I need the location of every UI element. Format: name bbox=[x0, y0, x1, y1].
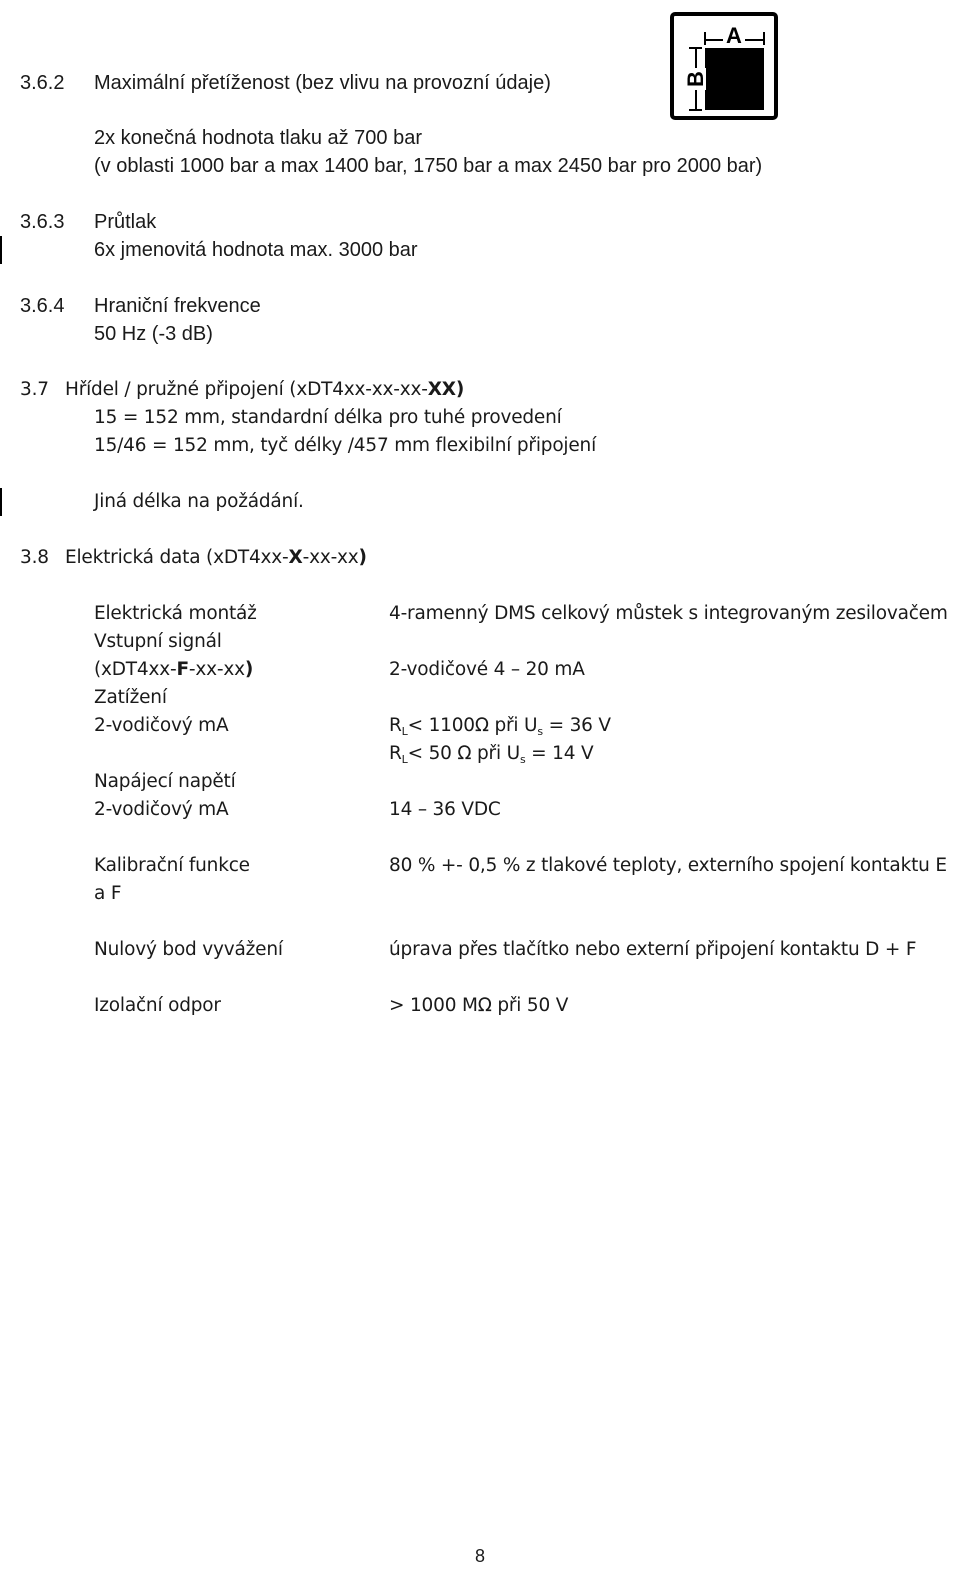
param-label: 2-vodičový mA bbox=[94, 715, 229, 736]
param-value: $R_L< 50$ Ω při $U_s = 14$ V bbox=[389, 743, 594, 766]
section-number: 3.6.3 bbox=[20, 211, 65, 233]
param-label: (xDT4xx-F-xx-xx) bbox=[94, 659, 254, 680]
section-title: Maximální přetíženost (bez vlivu na provozní údaje) bbox=[94, 72, 551, 94]
section-number: 3.6.4 bbox=[20, 295, 65, 317]
text-line: (v oblasti 1000 bar a max 1400 bar, 1750 bar a max 2450 bar pro 2000 bar) bbox=[94, 155, 763, 177]
param-label: Kalibrační funkce bbox=[94, 855, 250, 876]
param-value: $R_L< 1100\Omega$ při $U_s = 36$ V bbox=[389, 715, 611, 738]
text-line: 15/46 = 152 mm, tyč délky /457 mm flexibilní připojení bbox=[94, 435, 597, 456]
page-number: 8 bbox=[474, 1546, 485, 1566]
section-number: 3.8 bbox=[20, 547, 49, 568]
section-title: Hřídel / pružné připojení (xDT4xx-xx-xx-XX) bbox=[65, 379, 465, 400]
param-label: a F bbox=[94, 883, 122, 904]
section-title: Průtlak bbox=[94, 211, 157, 233]
param-value: 14 – 36 VDC bbox=[389, 799, 501, 820]
text-line: 15 = 152 mm, standardní délka pro tuhé provedení bbox=[94, 407, 562, 428]
change-bar bbox=[0, 488, 2, 516]
text-line: 50 Hz (-3 dB) bbox=[94, 323, 213, 345]
param-value: úprava přes tlačítko nebo externí připojení kontaktu D + F bbox=[389, 939, 917, 960]
param-label: Elektrická montáž bbox=[94, 603, 257, 624]
section-number: 3.7 bbox=[20, 379, 49, 400]
param-label: Zatížení bbox=[94, 687, 167, 708]
text-line: 2x konečná hodnota tlaku až 700 bar bbox=[94, 127, 423, 149]
text-line: 6x jmenovitá hodnota max. 3000 bar bbox=[94, 239, 418, 261]
param-label: Vstupní signál bbox=[94, 631, 222, 652]
section-title: Elektrická data (xDT4xx-X-xx-xx) bbox=[65, 547, 367, 568]
logo-label-a: A bbox=[726, 23, 742, 48]
change-bar bbox=[0, 236, 2, 264]
param-value: 4-ramenný DMS celkový můstek s integrovaným zesilovačem bbox=[389, 603, 948, 624]
param-label: Izolační odpor bbox=[94, 995, 221, 1016]
param-label: Nulový bod vyvážení bbox=[94, 939, 283, 960]
param-value: > 1000 MΩ při 50 V bbox=[389, 995, 569, 1016]
param-label: Napájecí napětí bbox=[94, 771, 236, 792]
section-title: Hraniční frekvence bbox=[94, 295, 261, 317]
logo-label-b: B bbox=[683, 71, 708, 87]
param-value: 80 % +- 0,5 % z tlakové teploty, externího spojení kontaktu E bbox=[389, 855, 947, 876]
section-number: 3.6.2 bbox=[20, 72, 65, 94]
dimension-logo bbox=[670, 12, 778, 120]
param-label: 2-vodičový mA bbox=[94, 799, 229, 820]
param-value: 2-vodičové 4 – 20 mA bbox=[389, 659, 585, 680]
text-line: Jiná délka na požádání. bbox=[94, 491, 304, 512]
